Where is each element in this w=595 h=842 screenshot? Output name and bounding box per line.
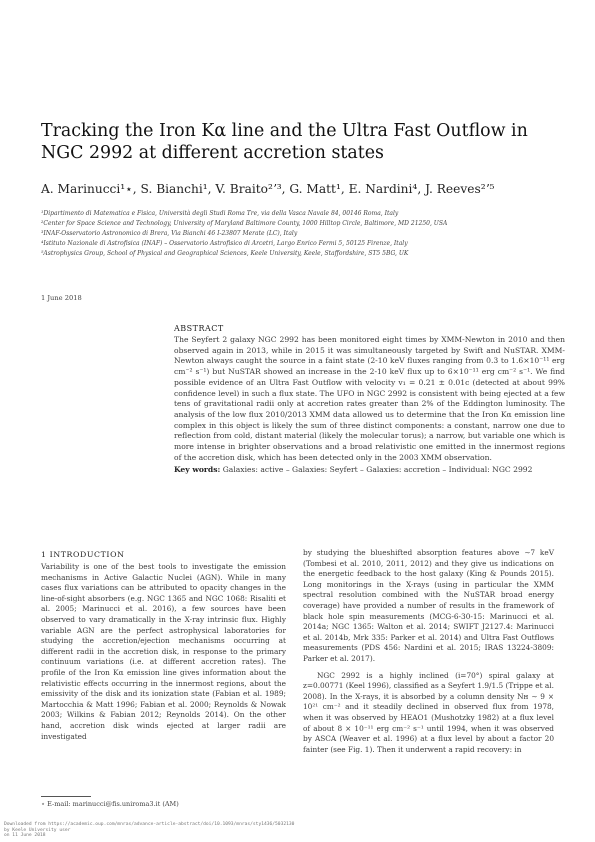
section-heading: 1 INTRODUCTION <box>41 550 125 559</box>
paper-title: Tracking the Iron Kα line and the Ultra Fast Outflow in NGC 2992 at different accretion states <box>41 121 528 163</box>
paragraph: by studying the blueshifted absorption features above ∼7 keV (Tombesi et al. 2010, 2011, 2012) and they give us indications on the energetic feedback to the host galaxy (King & Pounds 2015). Long monitorings in the X-rays (using in particular the XMM spectral resolution combined with the NuSTAR broad energy coverage) have provided a number of results in the framework of black hole spin measurements (MCG-6-30-15: Marinucci et al. 2014a; NGC 1365: Walton et al. 2014; SWIFT J2127.4: Marinucci et al. 2014b, Mrk 335: Parker et al. 2014) and Ultra Fast Outflows measurements (PDS 456: Nardini et al. 2015; IRAS 13224-3809: Parker et al. 2017). <box>303 548 554 663</box>
footnote: ⋆ E-mail: marinucci@fis.uniroma3.it (AM) <box>41 800 179 808</box>
keywords <box>174 465 565 476</box>
author-list: A. Marinucci¹⋆, S. Bianchi¹, V. Braito²ʼ³, G. Matt¹, E. Nardini⁴, J. Reeves²ʼ⁵ <box>41 182 495 196</box>
abstract-text: The Seyfert 2 galaxy NGC 2992 has been monitored eight times by XMM-Newton in 2010 and then observed again in 2013, while in 2015 it was simultaneously targeted by Swift and NuSTAR. XMM-Newton always caught the source in a faint state (2-10 keV fluxes ranging from 0.3 to 1.6×10⁻¹¹ erg cm⁻² s⁻¹) but NuSTAR showed an increase in the 2-10 keV flux up to 6×10⁻¹¹ erg cm⁻² s⁻¹. We find possible evidence of an Ultra Fast Outflow with velocity v₁ = 0.21 ± 0.01c (detected at about 99% confidence level) in such a flux state. The UFO in NGC 2992 is consistent with being ejected at a few tens of gravitational radii only at accretion rates greater than 2% of the Eddington luminosity. The analysis of the low flux 2010/2013 XMM data allowed us to determine that the Iron Kα emission line complex in this object is likely the sum of three distinct components: a constant, narrow one due to reflection from cold, distant material (likely the molecular torus); a narrow, but variable one which is more intense in brighter observations and a broad relativistic one emitted in the innermost regions of the accretion disk, which has been detected only in the 2003 XMM observation. <box>174 335 565 462</box>
affiliation-item: ¹Dipartimento di Matematica e Fisica, Università degli Studi Roma Tre, via della Vasca Navale 84, 00146 Roma, Italy <box>41 210 399 217</box>
download-watermark: Downloaded from https://academic.oup.com/mnras/advance-article-abstract/doi/10.1093/mnras/sty1436/5032130 by Keele University user on 11 June 2018 <box>4 822 295 839</box>
affiliation-item: ⁴Istituto Nazionale di Astrofisica (INAF) – Osservatorio Astrofisico di Arcetri, Largo Enrico Fermi 5, 50125 Firenze, Italy <box>41 240 408 247</box>
affiliation-list <box>41 209 581 259</box>
footnote-divider <box>41 796 91 797</box>
right-column <box>303 548 554 759</box>
paragraph: NGC 2992 is a highly inclined (i=70°) spiral galaxy at z=0.00771 (Keel 1996), classified as a Seyfert 1.9/1.5 (Trippe et al. 2008). In the X-rays, it is absorbed by a column density Nʜ ∼ 9 × 10²¹ cm⁻² and it steadily declined in observed flux from 1978, when it was observed by HEAO1 (Mushotzky 1982) at a flux level of about 8 × 10⁻¹¹ erg cm⁻² s⁻¹ until 1994, when it was observed by ASCA (Weaver et al. 1996) at a flux level by about a factor 20 fainter (see Fig. 1). Then it underwent a rapid recovery: in <box>303 670 554 754</box>
affiliation-item: ⁵Astrophysics Group, School of Physical and Geographical Sciences, Keele University, Keele, Staffordshire, ST5 5BG, UK <box>41 250 409 257</box>
left-column <box>41 562 286 746</box>
affiliation-item: ²Center for Space Science and Technology, University of Maryland Baltimore County, 1000 Hilltop Circle, Baltimore, MD 21250, USA <box>41 220 448 227</box>
keywords-text: Galaxies: active – Galaxies: Seyfert – Galaxies: accretion – Individual: NGC 2992 <box>222 465 533 474</box>
affiliation-item: ³INAF-Osservatorio Astronomico di Brera, Via Bianchi 46 I-23807 Merate (LC), Italy <box>41 230 298 237</box>
abstract-heading: ABSTRACT <box>174 324 224 333</box>
paragraph: Variability is one of the best tools to investigate the emission mechanisms in Active Galactic Nuclei (AGN). While in many cases flux variations can be attributed to opacity changes in the line-of-sight absorbers (e.g. NGC 1365 and NGC 1068: Risaliti et al. 2005; Marinucci et al. 2016), a few sources have been observed to vary dramatically in the X-ray intrinsic flux. Highly variable AGN are the perfect astrophysical laboratories for studying the accretion/ejection mechanisms occurring at different radii in the accretion disk, in response to the primary continuum variations (i.e. at different accretion rates). The profile of the Iron Kα emission line gives information about the relativistic effects occurring in the innermost regions, about the emissivity of the disk and its ionization state (Fabian et al. 1989; Martocchia & Matt 1996; Fabian et al. 2000; Reynolds & Nowak 2003; Wilkins & Fabian 2012; Reynolds 2014). On the other hand, accretion disk winds ejected at larger radii are investigated <box>41 562 286 741</box>
publication-date: 1 June 2018 <box>41 294 82 302</box>
keywords-label: Key words: <box>174 465 221 474</box>
